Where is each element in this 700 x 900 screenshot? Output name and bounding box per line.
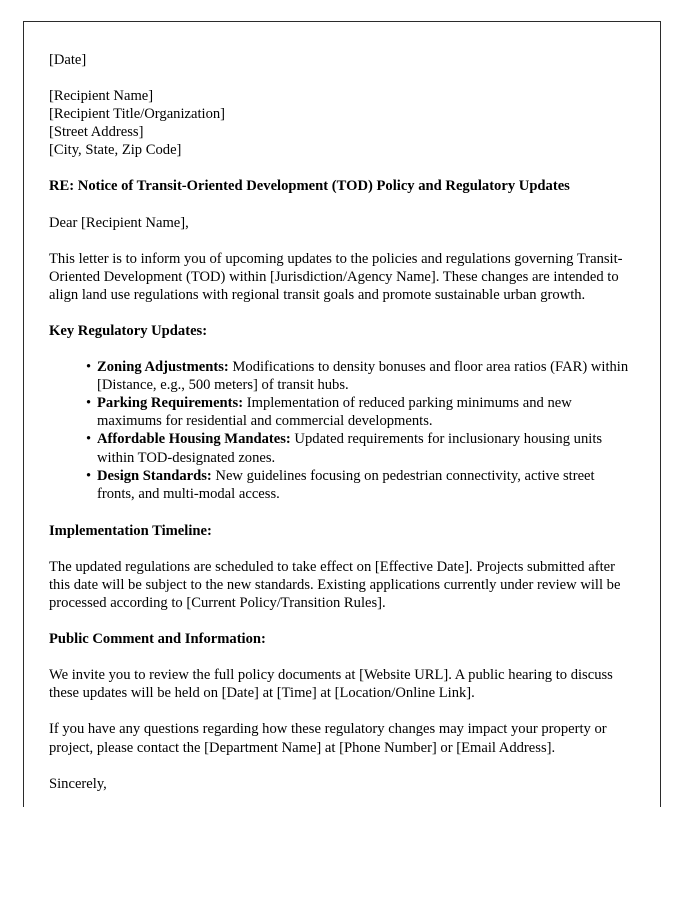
list-item-lead: Affordable Housing Mandates:	[97, 431, 291, 448]
heading-public-comment: Public Comment and Information:	[49, 631, 266, 648]
key-updates-list	[49, 358, 631, 503]
spacer	[49, 540, 631, 558]
list-item-text: Updated requirements for inclusionary housing units within TOD-designated zones.	[97, 431, 603, 466]
heading-key-regulatory-updates: Key Regulatory Updates:	[49, 322, 208, 339]
public-comment-paragraph: We invite you to review the full policy documents at [Website URL]. A public hearing to discuss these updates will be held on [Date] at [Time] at [Location/Online Link].	[49, 667, 613, 702]
recipient-street-line: [Street Address]	[49, 124, 144, 141]
list-item	[86, 430, 631, 466]
contact-paragraph: If you have any questions regarding how these regulatory changes may impact your property or project, please contact the [Department Name] at [Phone Number] or [Email Address].	[49, 721, 607, 756]
implementation-timeline-paragraph: The updated regulations are scheduled to take effect on [Effective Date]. Projects submitted after this date will be subject to the new standards. Existing applications currently under review will be processed according to [Current Policy/Transition Rules].	[49, 558, 621, 612]
spacer	[49, 503, 631, 522]
date-placeholder: [Date]	[49, 52, 87, 68]
spacer	[49, 69, 631, 87]
subject-re-line: RE: Notice of Transit-Oriented Development (TOD) Policy and Regulatory Updates	[49, 178, 570, 195]
spacer	[49, 612, 631, 630]
salutation: Dear [Recipient Name],	[49, 214, 189, 231]
spacer	[49, 159, 631, 177]
spacer	[49, 702, 631, 720]
intro-paragraph: This letter is to inform you of upcoming updates to the policies and regulations governing Transit-Oriented Development (TOD) within [Jurisdiction/Agency Name]. These changes are intended to align land use regulations with regional transit goals and promote sustainable urban growth.	[49, 250, 623, 303]
recipient-city-line: [City, State, Zip Code]	[49, 142, 182, 159]
list-item-text: Modifications to density bonuses and floor area ratios (FAR) within [Distance, e.g., 500 meters] of transit hubs.	[97, 359, 629, 394]
list-item-text: Implementation of reduced parking minimums and new maximums for residential and commercial developments.	[97, 395, 572, 430]
spacer	[49, 196, 631, 214]
closing-salutation: Sincerely,	[49, 775, 107, 792]
list-item-lead: Design Standards:	[97, 467, 212, 484]
spacer	[49, 648, 631, 666]
spacer	[49, 304, 631, 322]
letter-body	[49, 51, 631, 793]
document-page-frame	[23, 21, 661, 807]
list-item-lead: Zoning Adjustments:	[97, 359, 229, 376]
recipient-name-line: [Recipient Name]	[49, 88, 154, 105]
list-item	[86, 358, 631, 394]
spacer	[49, 340, 631, 358]
heading-implementation-timeline: Implementation Timeline:	[49, 522, 212, 539]
spacer	[49, 232, 631, 250]
list-item-lead: Parking Requirements:	[97, 395, 244, 412]
spacer	[49, 757, 631, 775]
list-item-text: New guidelines focusing on pedestrian connectivity, active street fronts, and multi-modal access.	[97, 467, 595, 502]
list-item	[86, 394, 631, 430]
recipient-title-line: [Recipient Title/Organization]	[49, 106, 226, 123]
recipient-address-block	[49, 87, 631, 159]
list-item	[86, 467, 631, 503]
